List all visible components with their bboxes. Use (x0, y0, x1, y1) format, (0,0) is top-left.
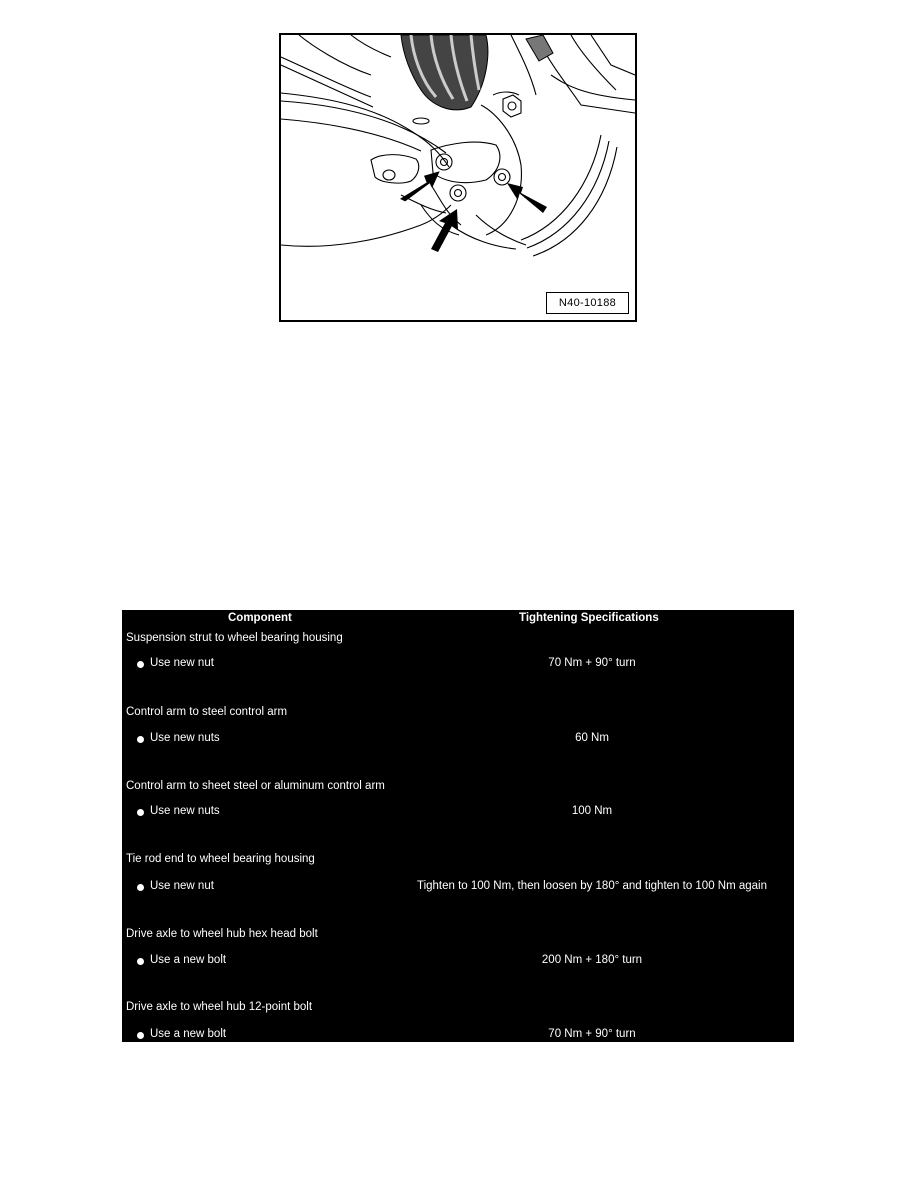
bullet-icon (137, 736, 144, 743)
row-note: Use a new bolt (150, 1028, 227, 1040)
table-row (122, 805, 794, 821)
row-note: Use new nut (150, 657, 214, 669)
row-spec: 60 Nm (575, 732, 609, 744)
bullet-icon (137, 884, 144, 891)
bullet-icon (137, 661, 144, 668)
header-specification: Tightening Specifications (519, 612, 659, 624)
row-spec: 200 Nm + 180° turn (541, 954, 643, 966)
table-row (122, 1028, 794, 1044)
row-spec: Tighten to 100 Nm, then loosen by 180° and tighten to 100 Nm again (416, 880, 768, 892)
row-component: Drive axle to wheel hub hex head bolt (126, 928, 318, 940)
row-component: Tie rod end to wheel bearing housing (126, 853, 315, 865)
row-note: Use a new bolt (150, 954, 227, 966)
row-note: Use new nuts (150, 732, 220, 744)
suspension-control-arm-illustration (281, 35, 635, 320)
suspension-illustration (279, 33, 637, 322)
header-component: Component (228, 612, 292, 624)
table-row (122, 954, 794, 970)
table-row (122, 880, 794, 896)
row-note: Use new nuts (150, 805, 220, 817)
row-spec: 70 Nm + 90° turn (548, 1028, 636, 1040)
bullet-icon (137, 958, 144, 965)
row-note: Use new nut (150, 880, 214, 892)
bullet-icon (137, 809, 144, 816)
row-component: Drive axle to wheel hub 12-point bolt (126, 1001, 313, 1013)
tightening-spec-table (122, 610, 794, 1042)
bullet-icon (137, 1032, 144, 1039)
row-spec: 70 Nm + 90° turn (548, 657, 636, 669)
row-component: Control arm to steel control arm (126, 706, 288, 718)
row-component: Suspension strut to wheel bearing housing (126, 632, 343, 644)
row-component: Control arm to sheet steel or aluminum control arm (126, 780, 385, 792)
row-spec: 100 Nm (571, 805, 613, 817)
figure-label: N40-10188 (546, 292, 629, 314)
table-row (122, 657, 794, 673)
table-row (122, 732, 794, 748)
